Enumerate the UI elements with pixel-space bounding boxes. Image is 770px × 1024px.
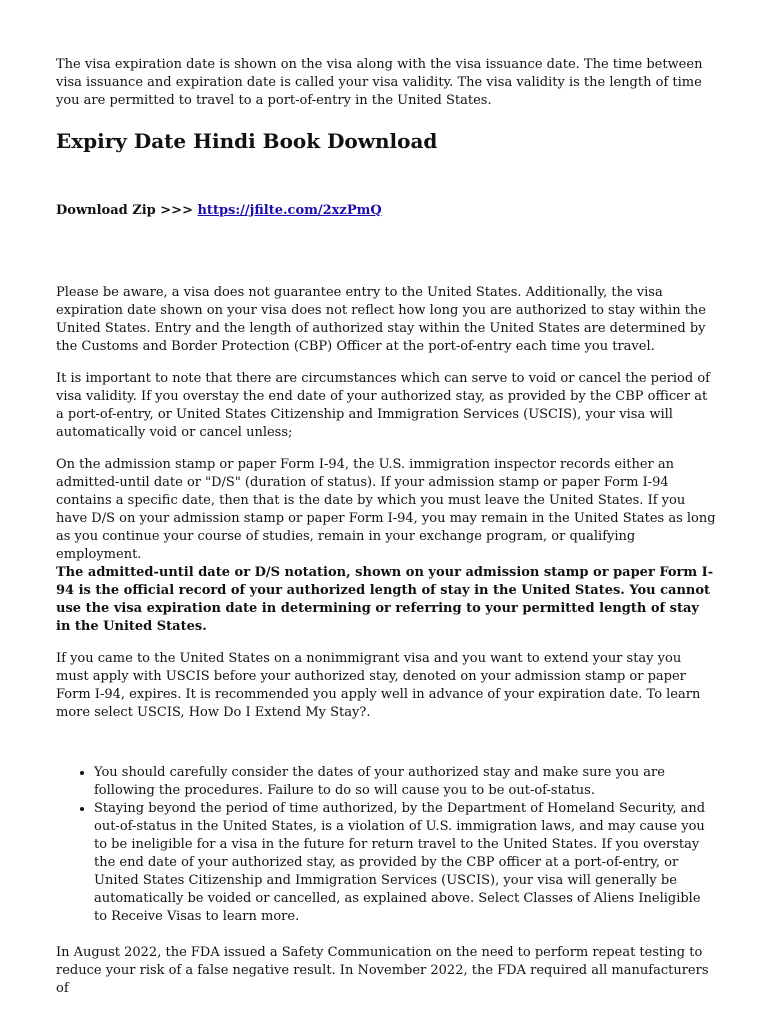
- intro-paragraph: The visa expiration date is shown on the visa along with the visa issuance date. The time between visa issuance and expiration date is called your visa validity. The visa validity is the length of time you are permitted to travel to a port-of-entry in the United States.: [56, 57, 703, 108]
- paragraph-fda: In August 2022, the FDA issued a Safety Communication on the need to perform repeat testing to reduce your risk of a false negative result. In November 2022, the FDA required all manufacturers of: [56, 945, 709, 996]
- bold-note: The admitted-until date or D/S notation, shown on your admission stamp or paper Form I-94 is the official record of your authorized length of stay in the United States. You cannot use the visa expiration date in determining or referring to your permitted length of stay in the United States.: [56, 565, 714, 634]
- paragraph-extend-stay: If you came to the United States on a nonimmigrant visa and you want to extend your stay you must apply with USCIS before your authorized stay, denoted on your admission stamp or paper Form I-94, expires. It is recommended you apply well in advance of your expiration date. To learn more select USCIS, How Do I Extend My Stay?.: [56, 651, 701, 720]
- list-item: • Staying beyond the period of time authorized, by the Department of Homeland Security, and out-of-status in the United States, is a violation of U.S. immigration laws, and may cause you to be ineligible for a visa in the future for return travel to the United States. If you overstay the end date of your authorized stay, as provided by the CBP officer at a port-of-entry, or United States Citizenship and Immigration Services (USCIS), your visa will generally be automatically be voided or cancelled, as explained above. Select Classes of Aliens Ineligible to Receive Visas to learn more.: [94, 800, 716, 926]
- admission-stamp-text: On the admission stamp or paper Form I-94, the U.S. immigration inspector records either an admitted-until date or "D/S" (duration of status). If your admission stamp or paper Form I-94 contains a specific date, then that is the date by which you must leave the United States. If you have D/S on your admission stamp or paper Form I-94, you may remain in the United States as long as you continue your course of studies, remain in your exchange program, or qualifying employment.: [56, 457, 716, 562]
- paragraph-entry-notice: Please be aware, a visa does not guarantee entry to the United States. Additionally, the visa expiration date shown on your visa does not reflect how long you are authorized to stay within the United States. Entry and the length of authorized stay within the United States are determined by the Customs and Border Protection (CBP) Officer at the port-of-entry each time you travel.: [56, 285, 706, 354]
- download-label: Download Zip >>>: [56, 203, 198, 218]
- download-link[interactable]: https://jfilte.com/2xzPmQ: [197, 203, 382, 218]
- download-line: [56, 202, 716, 220]
- list-item: • You should carefully consider the dates of your authorized stay and make sure you are following the procedures. Failure to do so will cause you to be out-of-status.: [94, 764, 716, 800]
- paragraph-visa-void: It is important to note that there are circumstances which can serve to void or cancel the period of visa validity. If you overstay the end date of your authorized stay, as provided by the CBP officer at a port-of-entry, or United States Citizenship and Immigration Services (USCIS), your visa will automatically void or cancel unless;: [56, 371, 710, 440]
- page-title: Expiry Date Hindi Book Download: [56, 129, 438, 153]
- bullet-list: [56, 764, 716, 926]
- document-page: [56, 56, 716, 1012]
- paragraph-admission-stamp: [56, 456, 716, 636]
